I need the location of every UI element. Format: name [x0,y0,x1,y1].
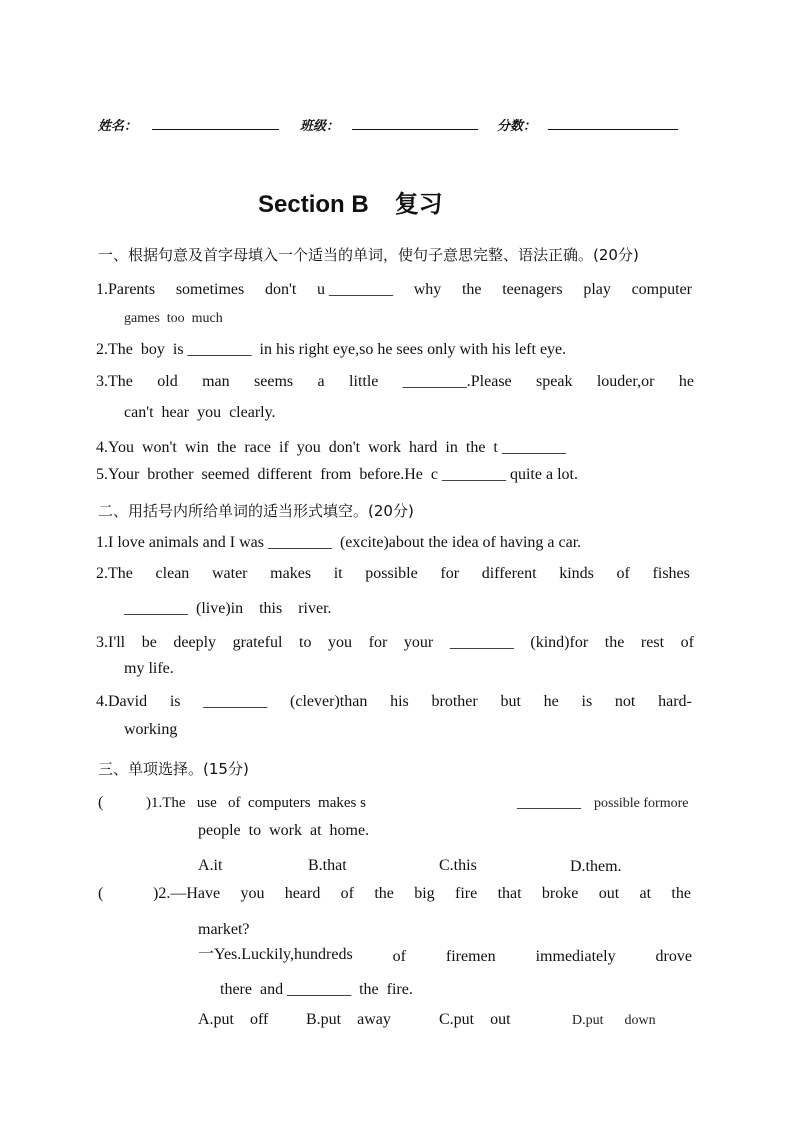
part1-q2: 2.The boy is ________ in his right eye,so he sees only with his left eye. [96,341,567,358]
p3q2-word: fire [455,885,478,902]
p3q2-reply-word: immediately [535,948,616,965]
p3q2-word: that [497,885,522,902]
q1-word: play [583,281,611,298]
q3-word: louder,or [596,373,655,390]
p2q4-word: (clever)than [290,693,368,710]
q1-word: sometimes [175,281,245,298]
p3q1-tail: possible formore [594,796,689,811]
q3-word: man [202,373,230,390]
p3q2-reply-word: of [392,948,406,965]
p3q2-word: )2.—Have [153,885,221,902]
p2q2-word: makes [270,565,312,582]
q3-word: little [349,373,379,390]
q3-blank[interactable]: ________.Please [402,373,512,390]
part2-q1: 1.I love animals and I was ________ (excite)about the idea of having a car. [96,534,582,551]
q1-word: don't [264,281,297,298]
p2q3-blank[interactable]: ________ [449,634,514,651]
part2-q4 [96,692,692,712]
p3q1-blank[interactable]: ________ [517,794,581,811]
p3q2-cont: market? [198,921,250,938]
class-blank[interactable] [352,129,478,130]
p2q4-word: 4.David [96,693,148,710]
p3q1-cont: people to work at home. [198,822,370,839]
part2-q3-cont: my life. [124,660,174,677]
p3q2-word: heard [284,885,321,902]
title-cn: 复习 [394,191,443,218]
name-blank[interactable] [152,129,279,130]
p2q4-word: his [390,693,409,710]
p2q2-word: kinds [559,565,594,582]
p2q3-word: to [299,634,312,651]
p2q3-word: 3.I'll [96,634,126,651]
part3-heading: 三、单项选择。(15分) [98,760,249,778]
q3-word: old [157,373,178,390]
p2q3-word: the [604,634,625,651]
p3q2-reply-word: drove [655,948,692,965]
p3q1-option-c[interactable]: C.this [439,857,477,874]
p2q2-word: of [616,565,630,582]
title-text: Section B [258,191,369,218]
p3q2-word: the [374,885,394,902]
q3-word: seems [254,373,294,390]
part2-q2-cont: ________ (live)in this river. [124,600,332,617]
q3-word: he [678,373,694,390]
class-label: 班级： [300,119,340,134]
part2-q3 [96,633,694,653]
q1-word: the [461,281,482,298]
p3q2-reply-cont: there and ________ the fire. [220,981,413,998]
p3q2-paren[interactable]: ( [98,885,104,902]
p2q3-word: you [328,634,353,651]
part1-q3-cont: can't hear you clearly. [124,404,276,421]
p3q1-option-b[interactable]: B.that [308,857,347,874]
p2q3-word: deeply [173,634,217,651]
p2q2-word: water [211,565,248,582]
page-title [258,184,443,219]
q3-word: 3.The [96,373,133,390]
part1-heading: 一、根据句意及首字母填入一个适当的单词，使句子意思完整、语法正确。(20分) [98,246,639,264]
p2q2-word: it [333,565,343,582]
part1-q3 [96,372,694,392]
p2q2-word: clean [155,565,190,582]
p2q3-word: your [403,634,434,651]
part1-q1-cont: games too much [124,311,223,326]
p2q2-word: possible [365,565,418,582]
p2q4-word: not [614,693,636,710]
q3-word: speak [536,373,573,390]
q3-word: a [317,373,325,390]
p3q2-option-b[interactable]: B.put away [306,1011,391,1028]
p2q3-word: be [141,634,157,651]
p3q2-reply-word: firemen [445,948,496,965]
score-label: 分数： [497,119,537,134]
part2-q2 [96,564,690,584]
q1-blank[interactable]: u ________ [316,281,393,298]
p3q1-option-a[interactable]: A.it [198,857,223,874]
p2q2-word: 2.The [96,565,133,582]
p3q1-paren[interactable]: ( [98,794,104,811]
p3q1-option-d[interactable]: D.them. [570,858,622,875]
part1-q5: 5.Your brother seemed different from before.He c ________ quite a lot. [96,466,578,483]
name-label: 姓名： [98,119,138,134]
q1-word: why [413,281,442,298]
p2q4-blank[interactable]: ________ [203,693,268,710]
p3q2-reply-word: 一Yes.Luckily,hundreds [198,946,353,963]
p3q2-word: at [639,885,652,902]
p2q4-word: is [169,693,181,710]
p2q4-word: is [581,693,593,710]
p3q2-option-d[interactable]: D.put down [572,1013,656,1028]
part1-q1 [96,280,692,300]
p2q3-word: of [680,634,694,651]
p2q4-word: hard- [658,693,692,710]
p2q3-word: (kind)for [530,634,589,651]
p3q2-word: broke [541,885,579,902]
p3q2-word: out [598,885,620,902]
q1-word: 1.Parents [96,281,156,298]
p2q2-word: for [440,565,460,582]
p3q1-text: )1.The use of computers makes s [146,795,366,811]
p2q4-word: he [543,693,559,710]
q1-word: teenagers [502,281,563,298]
p2q4-word: but [500,693,521,710]
p2q3-word: rest [640,634,665,651]
score-blank[interactable] [548,129,678,130]
p3q2-word: the [671,885,691,902]
p3q2-word: big [414,885,435,902]
p3q2-word: of [340,885,354,902]
p2q2-word: different [481,565,537,582]
p2q3-word: for [368,634,388,651]
p2q2-word: fishes [652,565,690,582]
p3q2-option-c[interactable]: C.put out [439,1011,511,1028]
part2-heading: 二、用括号内所给单词的适当形式填空。(20分) [98,502,414,520]
p3q2-reply [198,945,692,965]
p2q4-word: brother [431,693,478,710]
p3q2-word: you [240,885,265,902]
p3q2-text [153,884,691,904]
p3q2-option-a[interactable]: A.put off [198,1011,269,1028]
q1-word: computer [631,281,692,298]
part2-q4-cont: working [124,721,178,738]
part1-q4: 4.You won't win the race if you don't work hard in the t ________ [96,439,566,456]
p2q3-word: grateful [232,634,283,651]
